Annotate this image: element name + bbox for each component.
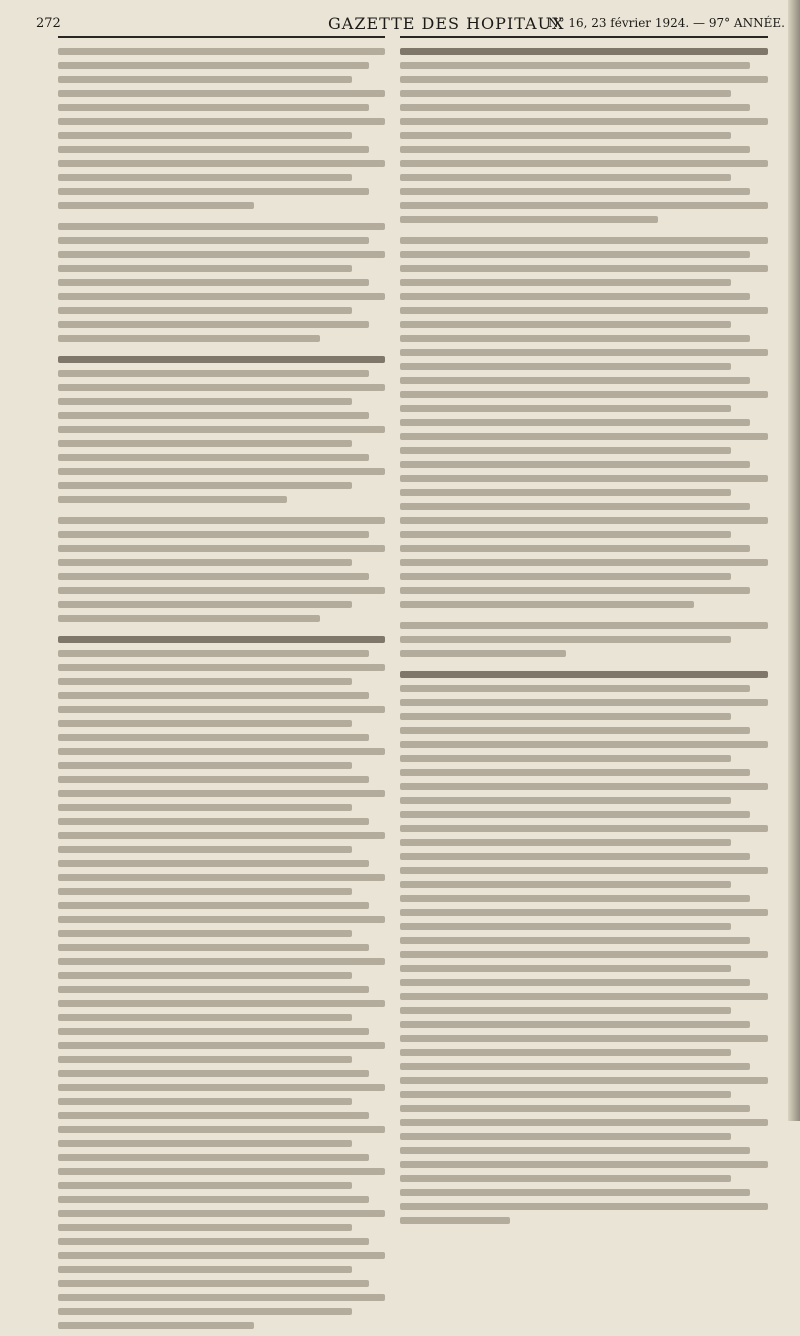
page-spine-shadow <box>788 0 800 1121</box>
right-column <box>400 48 768 1231</box>
text-block-2 <box>58 223 385 342</box>
header-rule-right <box>400 36 768 38</box>
text-block-5 <box>58 636 385 1329</box>
text-block-1 <box>58 48 385 209</box>
text-block-3 <box>58 356 385 503</box>
issue-line: N° 16, 23 février 1924. — 97° ANNÉE. <box>548 16 785 30</box>
text-block-4 <box>58 517 385 622</box>
text-block-8 <box>400 622 768 657</box>
journal-title: GAZETTE DES HOPITAUX <box>328 14 565 33</box>
header-rule-left <box>58 36 385 38</box>
page-number: 272 <box>36 16 61 31</box>
left-column <box>58 48 385 1336</box>
text-block-9 <box>400 671 768 1224</box>
text-block-6 <box>400 48 768 223</box>
text-block-7 <box>400 237 768 608</box>
